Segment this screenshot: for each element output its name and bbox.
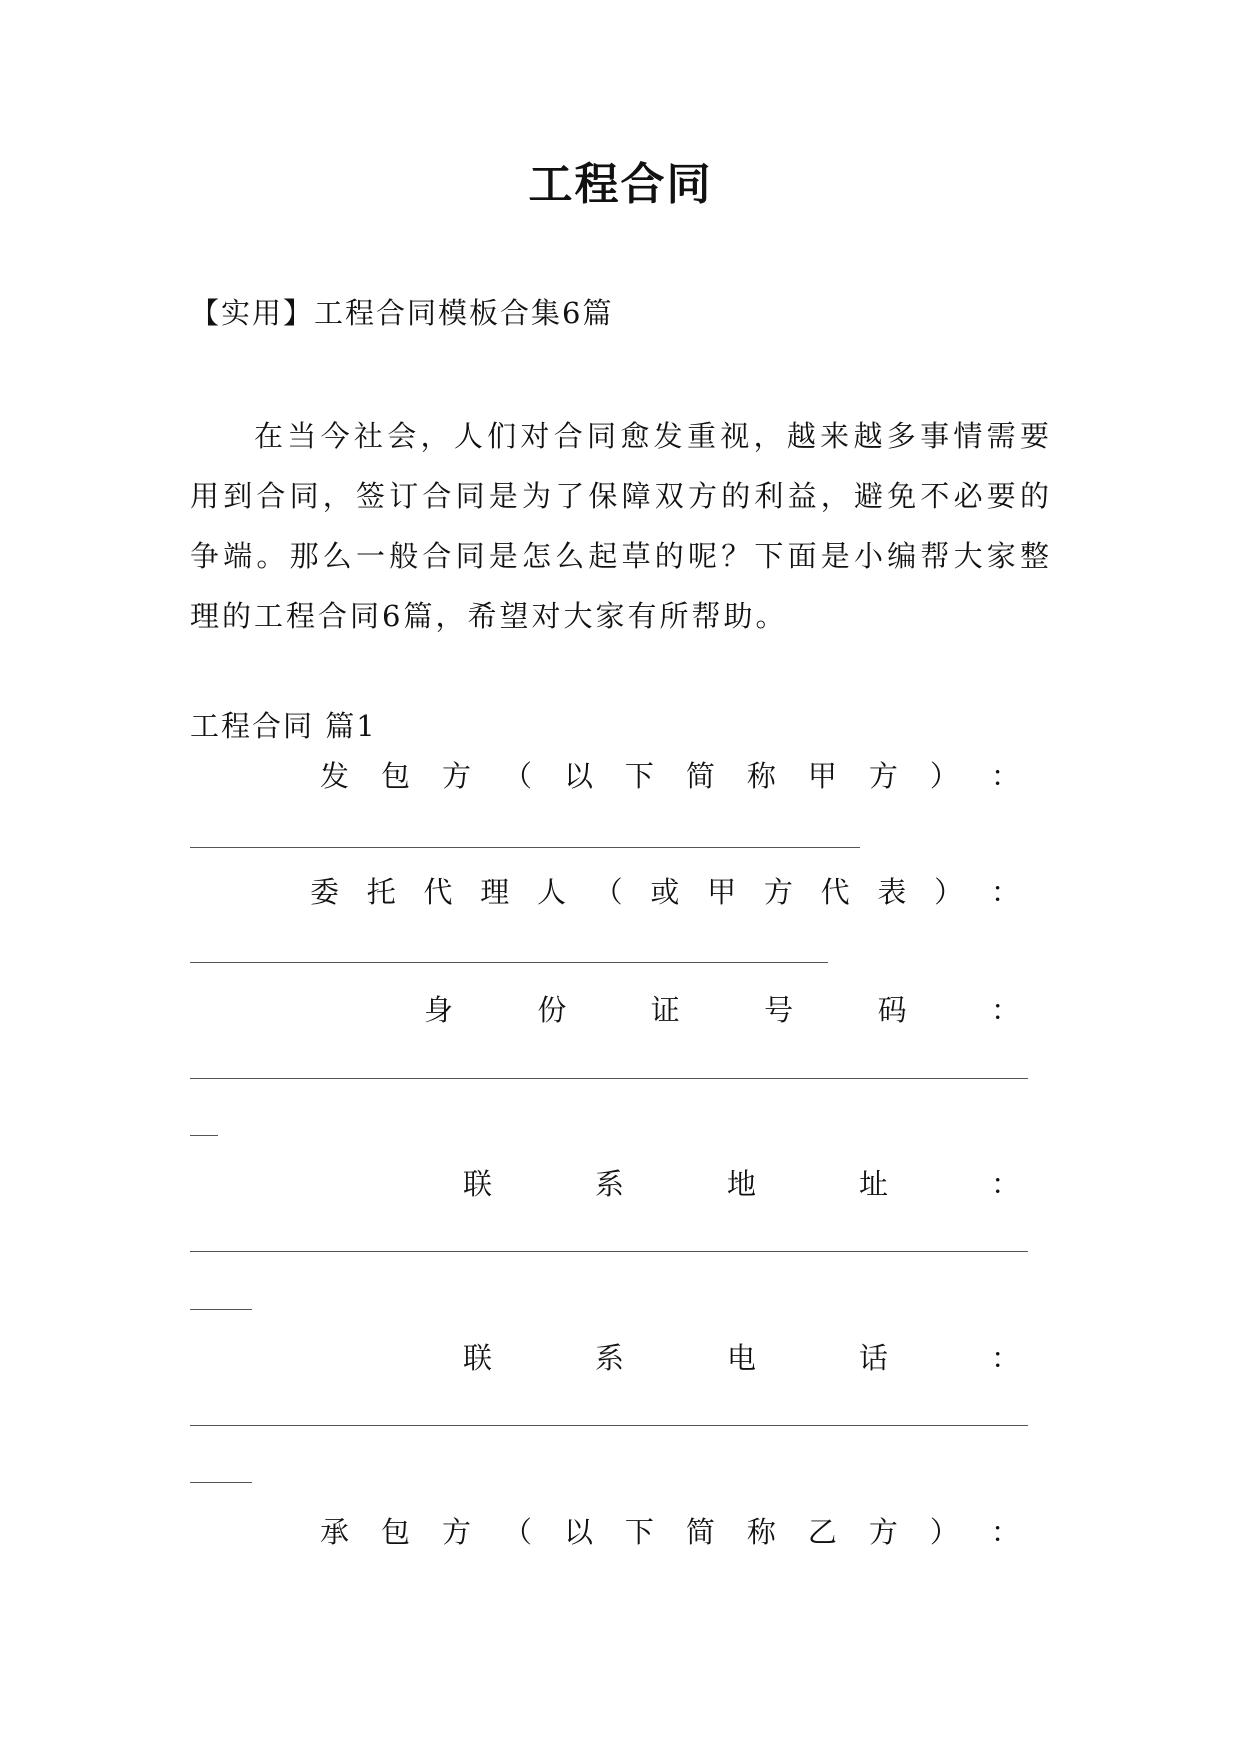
field-label-phone: [463, 1336, 1020, 1380]
label-char: 以: [563, 759, 593, 793]
label-char: 方: [441, 1515, 471, 1549]
field-label-address: [463, 1162, 1020, 1206]
label-char: 发: [320, 759, 350, 793]
label-char: 简: [685, 1515, 715, 1549]
fill-in-line-continued: [190, 1482, 252, 1483]
label-char: 人: [536, 875, 566, 909]
label-char: 码: [877, 993, 907, 1027]
label-char: 称: [746, 1515, 776, 1549]
label-char: 身: [424, 993, 454, 1027]
label-char: 委: [310, 875, 340, 909]
label-char: ：: [990, 875, 1020, 909]
fill-in-line-continued: [190, 1135, 218, 1136]
label-char: 下: [624, 759, 654, 793]
intro-paragraph: 在当今社会，人们对合同愈发重视，越来越多事情需要用到合同，签订合同是为了保障双方的利益，避免不必要的争端。那么一般合同是怎么起草的呢？下面是小编帮大家整理的工程合同6篇，希望对大家有所帮助。: [190, 419, 1052, 633]
label-char: 或: [650, 875, 680, 909]
field-label-contractor: [320, 1510, 1020, 1554]
label-char: 承: [320, 1515, 350, 1549]
label-char: 号: [764, 993, 794, 1027]
section-heading: 工程合同 篇1: [190, 709, 377, 743]
label-char: 代: [820, 875, 850, 909]
fill-in-line: [190, 847, 860, 848]
field-label-agent: [310, 870, 1020, 914]
label-char: 包: [380, 1515, 410, 1549]
label-char: 证: [650, 993, 680, 1027]
label-char: ：: [990, 1515, 1020, 1549]
label-char: 地: [726, 1167, 756, 1201]
fill-in-line: [190, 962, 828, 963]
label-char: ）: [929, 759, 959, 793]
label-char: 方: [441, 759, 471, 793]
label-char: 电: [726, 1341, 756, 1375]
label-char: ：: [990, 1167, 1020, 1201]
label-char: 下: [624, 1515, 654, 1549]
label-char: 理: [480, 875, 510, 909]
label-char: ：: [990, 1341, 1020, 1375]
label-char: 方: [868, 759, 898, 793]
label-char: ）: [929, 1515, 959, 1549]
fill-in-line: [190, 1078, 1028, 1079]
label-char: （: [502, 1515, 532, 1549]
label-char: 系: [594, 1167, 624, 1201]
field-label-id-number: [424, 988, 1020, 1032]
label-char: ）: [934, 875, 964, 909]
label-char: 甲: [707, 875, 737, 909]
label-char: ：: [990, 993, 1020, 1027]
label-char: 代: [423, 875, 453, 909]
label-char: 包: [380, 759, 410, 793]
label-char: 系: [594, 1341, 624, 1375]
label-char: （: [502, 759, 532, 793]
fill-in-line: [190, 1251, 1028, 1252]
label-char: 份: [537, 993, 567, 1027]
field-label-employer: [320, 754, 1020, 798]
label-char: 以: [563, 1515, 593, 1549]
label-char: （: [593, 875, 623, 909]
label-char: 简: [685, 759, 715, 793]
document-title: 工程合同: [528, 159, 713, 210]
label-char: 址: [858, 1167, 888, 1201]
fill-in-line: [190, 1425, 1028, 1426]
label-char: 表: [877, 875, 907, 909]
label-char: 联: [463, 1167, 493, 1201]
label-char: 称: [746, 759, 776, 793]
label-char: 方: [868, 1515, 898, 1549]
label-char: 联: [463, 1341, 493, 1375]
label-char: 托: [366, 875, 396, 909]
label-char: 话: [858, 1341, 888, 1375]
label-char: 甲: [807, 759, 837, 793]
label-char: 乙: [807, 1515, 837, 1549]
fill-in-line-continued: [190, 1309, 252, 1310]
document-subtitle: 【实用】工程合同模板合集6篇: [190, 296, 614, 330]
label-char: 方: [763, 875, 793, 909]
label-char: ：: [990, 759, 1020, 793]
